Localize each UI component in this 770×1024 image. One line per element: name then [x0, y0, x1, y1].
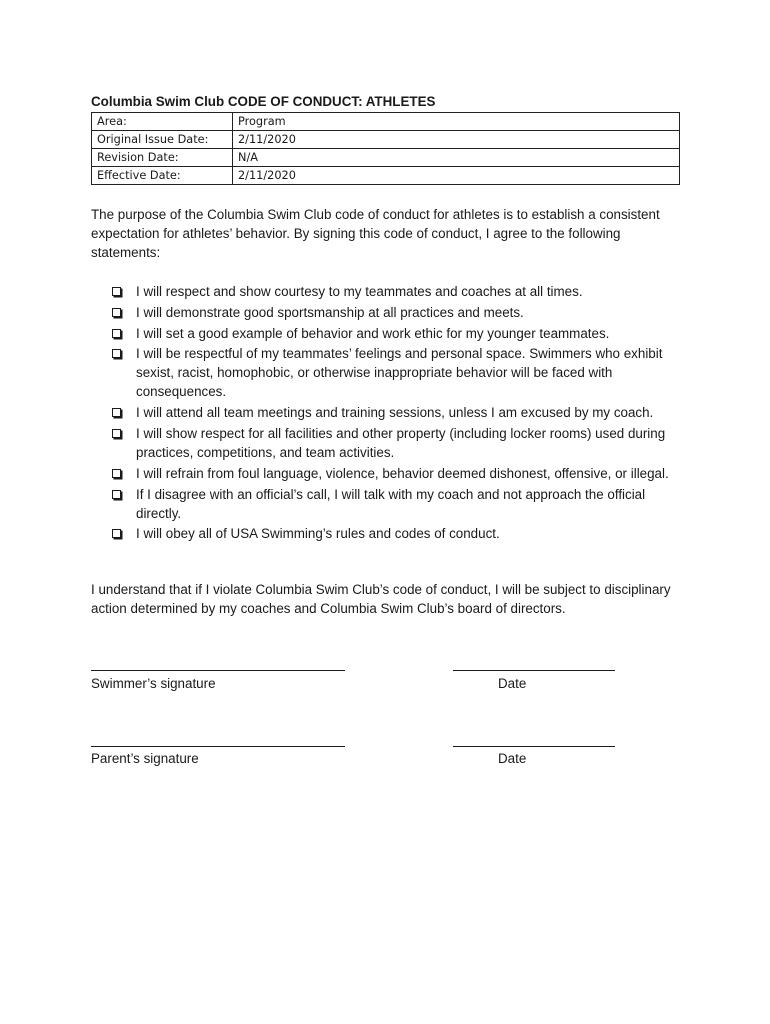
list-item — [91, 424, 691, 462]
area-value: Program — [233, 113, 680, 131]
parent-signature-label: Parent’s signature — [91, 751, 199, 766]
statement-text: I will refrain from foul language, violence, behavior deemed dishonest, offensive, or illegal. — [136, 465, 669, 481]
list-item — [91, 403, 691, 422]
document-title: Columbia Swim Club CODE OF CONDUCT: ATHLETES — [91, 94, 436, 109]
parent-signature-line[interactable] — [91, 746, 345, 747]
swimmer-signature-line[interactable] — [91, 670, 345, 671]
checkbox-icon — [112, 349, 121, 358]
statement-text: I will be respectful of my teammates’ feelings and personal space. Swimmers who exhibit sexist, racist, homophobic, or otherwise inappropriate behavior will be faced with consequences. — [136, 346, 663, 400]
statement-text: I will set a good example of behavior and work ethic for my younger teammates. — [136, 325, 610, 341]
checkbox-icon — [112, 408, 121, 417]
list-item — [91, 303, 691, 322]
parent-date-label: Date — [498, 751, 527, 766]
list-item — [91, 485, 691, 523]
table-row — [92, 167, 680, 185]
checkbox-icon — [112, 490, 121, 499]
original-issue-date-label: Original Issue Date: — [92, 131, 233, 149]
checkbox-icon — [112, 287, 121, 296]
statement-text: If I disagree with an official’s call, I will talk with my coach and not approach the official directly. — [136, 486, 646, 521]
list-item — [91, 344, 691, 401]
table-row — [92, 149, 680, 167]
checkbox-icon — [112, 469, 121, 478]
statement-list — [91, 282, 691, 545]
area-label: Area: — [92, 113, 233, 131]
swimmer-date-line[interactable] — [453, 670, 615, 671]
effective-date-value: 2/11/2020 — [233, 167, 680, 185]
list-item — [91, 282, 691, 301]
checkbox-icon — [112, 329, 121, 338]
statement-text: I will obey all of USA Swimming’s rules and codes of conduct. — [136, 526, 500, 542]
purpose-paragraph: The purpose of the Columbia Swim Club code of conduct for athletes is to establish a consistent expectation for athletes’ behavior. By signing this code of conduct, I agree to the following statements: — [91, 207, 660, 260]
checkbox-icon — [112, 308, 121, 317]
effective-date-label: Effective Date: — [92, 167, 233, 185]
statement-text: I will attend all team meetings and training sessions, unless I am excused by my coach. — [136, 405, 654, 421]
list-item — [91, 324, 691, 343]
parent-date-line[interactable] — [453, 746, 615, 747]
statement-text: I will show respect for all facilities and other property (including locker rooms) used during practices, competitions, and team activities. — [136, 425, 666, 460]
statement-text: I will demonstrate good sportsmanship at all practices and meets. — [136, 304, 524, 320]
swimmer-signature-label: Swimmer’s signature — [91, 676, 216, 691]
revision-date-label: Revision Date: — [92, 149, 233, 167]
list-item — [91, 524, 691, 543]
table-row — [92, 131, 680, 149]
document-info-table — [91, 112, 680, 185]
list-item — [91, 464, 691, 483]
statement-text: I will respect and show courtesy to my teammates and coaches at all times. — [136, 284, 583, 299]
swimmer-date-label: Date — [498, 676, 527, 691]
closing-paragraph: I understand that if I violate Columbia Swim Club’s code of conduct, I will be subject to disciplinary action determined by my coaches and Columbia Swim Club’s board of directors. — [91, 582, 671, 616]
checkbox-icon — [112, 429, 121, 438]
checkbox-icon — [112, 529, 121, 538]
table-row — [92, 113, 680, 131]
revision-date-value: N/A — [233, 149, 680, 167]
original-issue-date-value: 2/11/2020 — [233, 131, 680, 149]
